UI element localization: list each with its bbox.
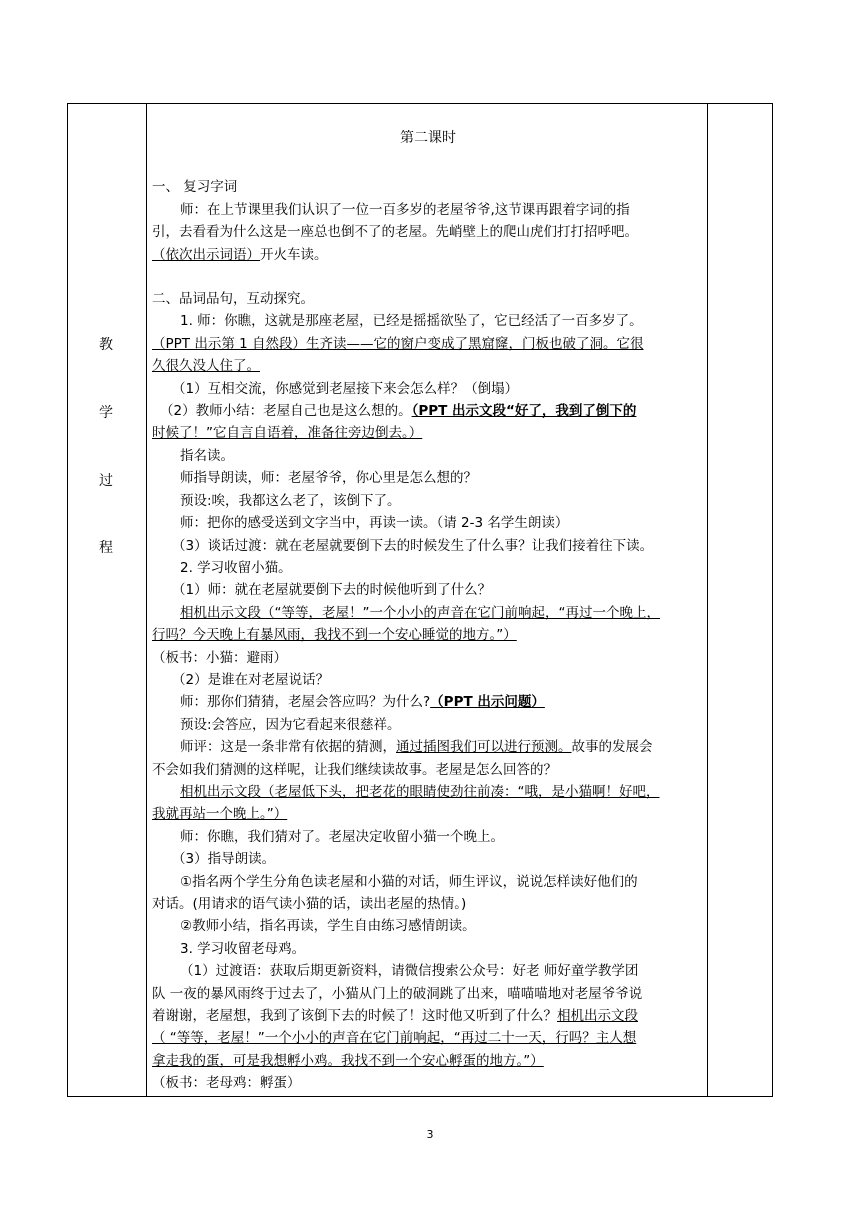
text-line: 对话。(用请求的语气读小猫的话，读出老屋的热情。) xyxy=(152,896,467,912)
text-line: （3）指导朗读。 xyxy=(172,851,276,868)
underlined-text: （PPT 出示文段“好了，我到了倒下的 xyxy=(411,403,637,420)
text-line: （2）是谁在对老屋说话？ xyxy=(172,671,330,688)
text-line xyxy=(152,244,704,266)
text-span: 着谢谢，老屋想，我到了该倒下去的时候了！这时他又听到了什么？ xyxy=(152,1008,557,1025)
text-span: 师：那你们猜猜，老屋会答应吗？为什么? xyxy=(180,694,431,711)
text-line: 2. 学习收留小猫。 xyxy=(180,559,292,576)
text-line: 我就再站一个晚上。”） xyxy=(152,806,288,823)
label-column xyxy=(68,104,147,1097)
text-line: 预设:会答应，因为它看起来很慈祥。 xyxy=(180,716,401,733)
text-line: 队 一夜的暴风雨终于过去了，小猫从门上的破洞跳了出来，喵喵喵地对老屋爷爷说 xyxy=(152,985,643,1002)
section-heading: 一、 复习字词 xyxy=(152,179,238,196)
text-line: （1）互相交流，你感觉到老屋接下来会怎么样？（倒塌） xyxy=(172,380,519,397)
text-span: 开火车读。 xyxy=(260,246,328,263)
text-line: ②教师小结，指名再读，学生自由练习感情朗读。 xyxy=(180,918,476,935)
text-line: （PPT 出示第 1 自然段）生齐读——它的窗户变成了黑窟窿，门板也破了洞。它很 xyxy=(152,335,644,352)
section-heading: 二、品词品句，互动探究。 xyxy=(152,291,314,308)
text-line: 3. 学习收留老母鸡。 xyxy=(180,940,306,957)
text-line xyxy=(152,1005,704,1027)
text-line: 相机出示文段（老屋低下头，把老花的眼睛使劲往前凑：“哦，是小猫啊！好吧， xyxy=(180,783,660,800)
lesson-title: 第二课时 xyxy=(400,130,456,146)
text-line: 时候了！”它自言自语着，准备往旁边倒去。） xyxy=(152,425,423,442)
text-line: 久很久没人住了。 xyxy=(152,358,260,375)
text-line: （3）谈话过渡：就在老屋就要倒下去的时候发生了什么事？让我们接着往下读。 xyxy=(172,537,654,554)
side-label-char: 教 xyxy=(99,337,113,353)
text-line: （ “等等，老屋！”一个小小的声音在它门前响起，“再过二十一天，行吗？主人想 xyxy=(152,1030,637,1047)
text-line: 师：你瞧，我们猜对了。老屋决定收留小猫一个晚上。 xyxy=(180,828,504,845)
underlined-text: 相机出示文段 xyxy=(557,1008,638,1025)
text-line: （板书：小猫：避雨） xyxy=(152,649,287,666)
text-span: 师评：这是一条非常有依据的猜测， xyxy=(180,739,396,756)
underlined-text: （PPT 出示问题） xyxy=(430,694,545,711)
text-line: 拿走我的蛋，可是我想孵小鸡。我找不到一个安心孵蛋的地方。”） xyxy=(152,1052,544,1069)
text-line: 师：在上节课里我们认识了一位一百多岁的老屋爷爷,这节课再跟着字词的指 xyxy=(180,201,630,218)
lesson-content xyxy=(152,127,704,1095)
text-line: 相机出示文段（“等等，老屋！”一个小小的声音在它门前响起，“再过一个晚上， xyxy=(180,604,660,621)
notes-column xyxy=(708,104,773,1097)
text-line xyxy=(152,400,704,422)
text-line: 行吗？今天晚上有暴风雨，我找不到一个安心睡觉的地方。”） xyxy=(152,627,517,644)
text-line: 引，去看看为什么这是一座总也倒不了的老屋。先峭壁上的爬山虎们打打招呼吧。 xyxy=(152,224,638,241)
page-number: 3 xyxy=(426,1128,434,1141)
text-line: 预设:唉，我都这么老了，该倒下了。 xyxy=(180,492,401,509)
text-line xyxy=(152,691,704,713)
text-line: （1）过渡语：获取后期更新资料，请微信搜索公众号：好老 师好童学教学团 xyxy=(180,963,639,980)
text-line: ①指名两个学生分角色读老屋和小猫的对话，师生评议，说说怎样读好他们的 xyxy=(180,873,638,890)
text-line: 师：把你的感受送到文字当中，再读一读。（请 2-3 名学生朗读） xyxy=(180,515,569,532)
text-line: （板书：老母鸡：孵蛋） xyxy=(152,1075,301,1092)
text-line: 师指导朗读，师：老屋爷爷，你心里是怎么想的？ xyxy=(180,470,477,487)
text-span: 故事的发展会 xyxy=(571,739,653,756)
text-line xyxy=(152,736,704,758)
text-line: 不会如我们猜测的这样呢，让我们继续读故事。老屋是怎么回答的？ xyxy=(152,761,557,778)
text-line: 1. 师：你瞧，这就是那座老屋，已经是摇摇欲坠了，它已经活了一百多岁了。 xyxy=(180,313,643,330)
text-line: （1）师：就在老屋就要倒下去的时候他听到了什么？ xyxy=(172,582,492,599)
underlined-text: 通过插图我们可以进行预测。 xyxy=(396,739,572,756)
underlined-text: （依次出示词语） xyxy=(152,246,260,263)
spacer xyxy=(152,266,704,288)
text-span: （2）教师小结：老屋自己也是这么想的。 xyxy=(160,403,412,420)
side-label-char: 过 xyxy=(99,473,113,489)
text-line: 指名读。 xyxy=(180,447,234,464)
side-label-char: 程 xyxy=(99,540,113,556)
side-label-char: 学 xyxy=(99,405,113,421)
